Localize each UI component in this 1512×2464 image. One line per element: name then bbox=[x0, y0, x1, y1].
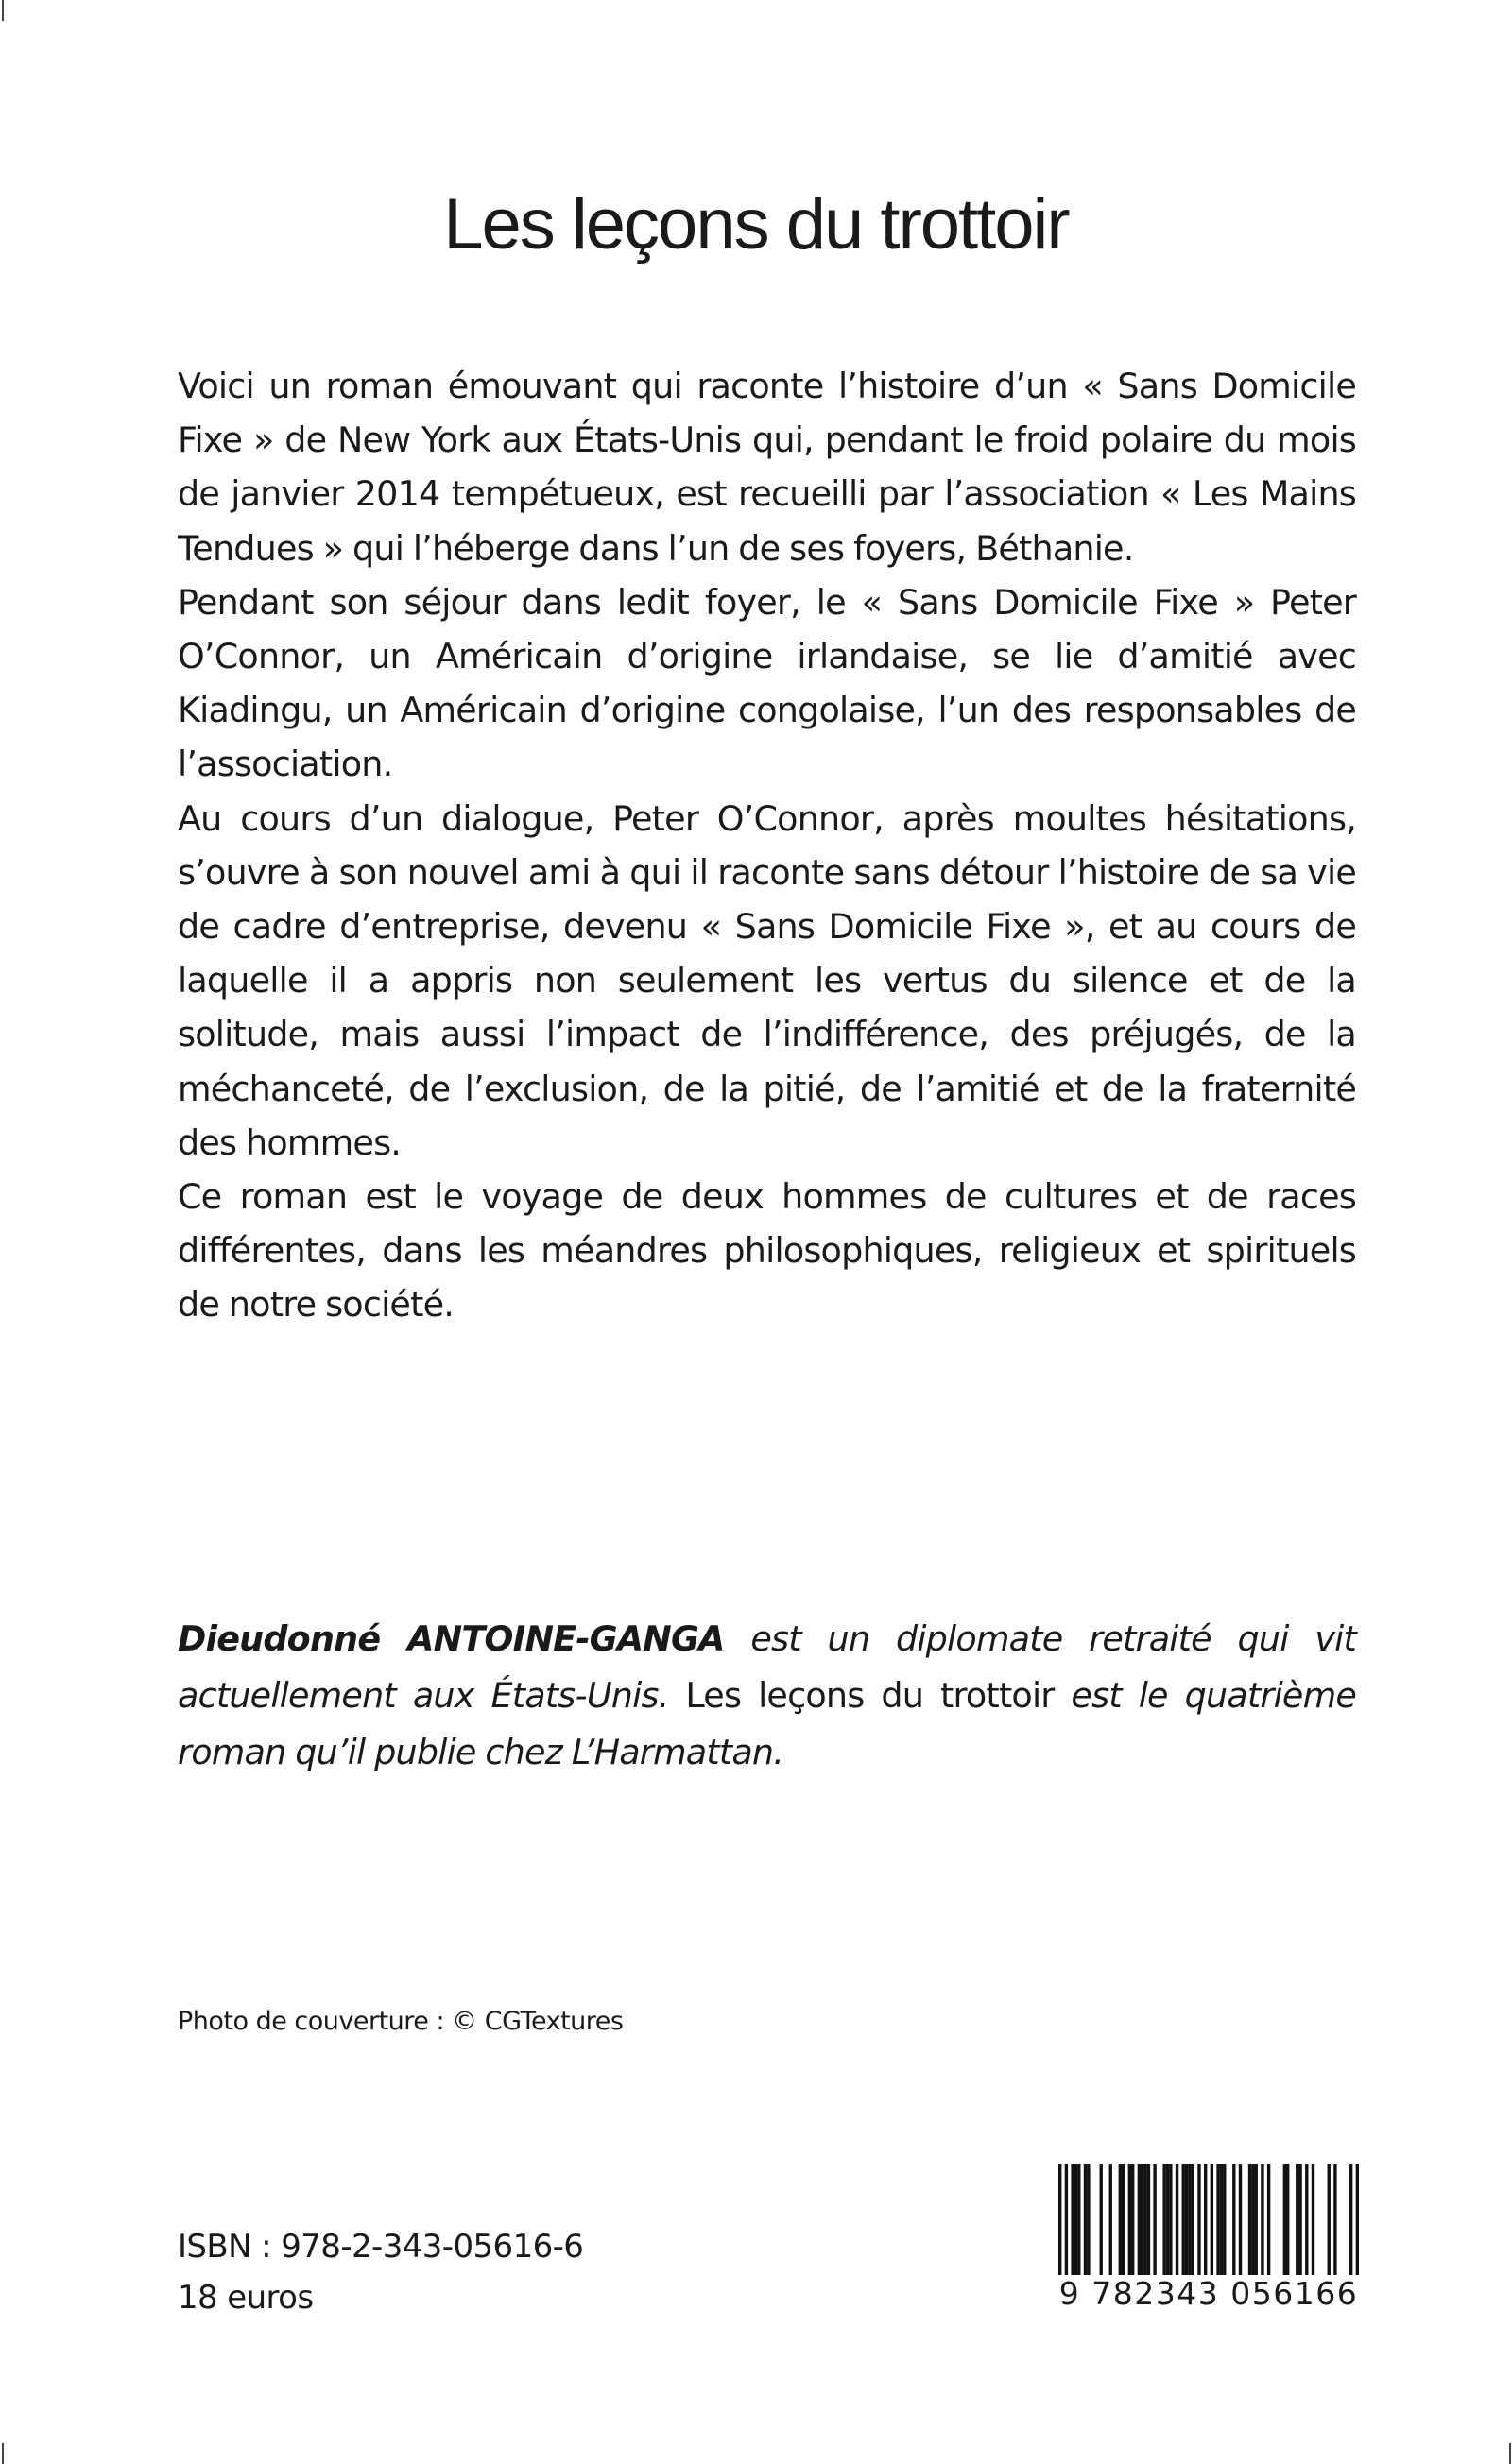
barcode-bar bbox=[1122, 2164, 1125, 2275]
barcode-bar bbox=[1305, 2164, 1308, 2275]
barcode-bar bbox=[1283, 2164, 1286, 2275]
barcode-bar bbox=[1084, 2164, 1087, 2275]
bio-text: est un diplomate retraité qui vit actuellement aux États-Unis. bbox=[178, 1618, 1357, 1716]
barcode-bar bbox=[1147, 2164, 1150, 2275]
barcode-bar bbox=[1197, 2164, 1200, 2275]
author-bio bbox=[178, 1611, 1356, 1781]
bio-text: est le quatrième roman qu’il publie chez L’Harmattan. bbox=[178, 1675, 1356, 1772]
barcode-bar bbox=[1153, 2164, 1156, 2275]
barcode-bar bbox=[1143, 2164, 1146, 2275]
barcode-bar bbox=[1176, 2164, 1178, 2275]
barcode-bar bbox=[1239, 2164, 1242, 2275]
summary-paragraph: Au cours d’un dialogue, Peter O’Connor, après moultes hésitations, s’ouvre à son nouvel ami à qui il raconte sans détour l’histoire de sa vie de cadre d’entreprise, devenu « Sans Domicile Fixe », et au cours de laquelle il a appris non seulement les vertus du silence et de la solitude, mais aussi l’impact de l’indifférence, des préjugés, de la méchanceté, de l’exclusion, de la pitié, de l’amitié et de la fraternité des hommes. bbox=[178, 797, 1356, 1163]
barcode-bar bbox=[1119, 2164, 1122, 2275]
barcode-bar bbox=[1248, 2164, 1251, 2275]
barcode-bar bbox=[1286, 2164, 1289, 2275]
barcode-bar bbox=[1298, 2164, 1301, 2275]
barcode-bar bbox=[1077, 2164, 1080, 2275]
barcode-bar bbox=[1100, 2164, 1103, 2275]
barcode-digits: 9 782343 056166 bbox=[1058, 2275, 1359, 2312]
barcode-bar bbox=[1328, 2164, 1331, 2275]
book-title: Les leçons du trottoir bbox=[443, 184, 1069, 265]
barcode-bar bbox=[1128, 2164, 1131, 2275]
price: 18 euros bbox=[178, 2279, 314, 2317]
summary-paragraph: Voici un roman émouvant qui raconte l’histoire d’un « Sans Domicile Fixe » de New York aux États-Unis qui, pendant le froid polaire du mois de janvier 2014 tempétueux, est recueilli par l’association « Les Mains Tendues » qui l’héberge dans l’un de ses foyers, Béthanie. bbox=[178, 366, 1356, 569]
crop-mark-bottom-left bbox=[2, 2443, 4, 2464]
barcode-bar bbox=[1251, 2164, 1254, 2275]
barcode-bar bbox=[1232, 2164, 1235, 2275]
barcode-bar bbox=[1109, 2164, 1112, 2275]
bio-book-title: Les leçons du trottoir bbox=[685, 1675, 1055, 1716]
barcode-bar bbox=[1074, 2164, 1077, 2275]
barcode-bar bbox=[1312, 2164, 1314, 2275]
barcode-bar bbox=[1188, 2164, 1191, 2275]
barcode-bar bbox=[1162, 2164, 1165, 2275]
barcode-bar bbox=[1166, 2164, 1169, 2275]
summary-paragraph: Ce roman est le voyage de deux hommes de cultures et de races différentes, dans les méandres philosophiques, religieux et spirituels de notre société. bbox=[178, 1176, 1356, 1326]
barcode-bar bbox=[1138, 2164, 1141, 2275]
barcode-bar bbox=[1185, 2164, 1188, 2275]
summary-paragraph: Pendant son séjour dans ledit foyer, le « Sans Domicile Fixe » Peter O’Connor, un Américain d’origine irlandaise, se lie d’amitié avec Kiadingu, un Américain d’origine congolaise, l’un des responsables de l’association. bbox=[178, 581, 1356, 785]
photo-credit: Photo de couverture : © CGTextures bbox=[178, 2007, 624, 2036]
barcode-bar bbox=[1333, 2164, 1336, 2275]
barcode-bar bbox=[1131, 2164, 1134, 2275]
crop-mark-bottom-right bbox=[1509, 2443, 1511, 2464]
barcode-bar bbox=[1261, 2164, 1263, 2275]
barcode-bar bbox=[1267, 2164, 1270, 2275]
barcode-bar bbox=[1141, 2164, 1143, 2275]
author-name: Dieudonné ANTOINE-GANGA bbox=[178, 1618, 725, 1659]
barcode-bar bbox=[1220, 2164, 1223, 2275]
barcode-bar bbox=[1182, 2164, 1185, 2275]
barcode-bar bbox=[1255, 2164, 1258, 2275]
barcode-bar bbox=[1296, 2164, 1298, 2275]
barcode-bar bbox=[1192, 2164, 1194, 2275]
back-cover-summary bbox=[178, 359, 1356, 1332]
barcode-bar bbox=[1216, 2164, 1219, 2275]
crop-mark-top-left bbox=[2, 0, 4, 21]
barcode-bar bbox=[1087, 2164, 1090, 2275]
isbn: ISBN : 978-2-343-05616-6 bbox=[178, 2228, 584, 2266]
barcode-bar bbox=[1169, 2164, 1172, 2275]
barcode-bar bbox=[1223, 2164, 1226, 2275]
barcode-bar bbox=[1071, 2164, 1074, 2275]
